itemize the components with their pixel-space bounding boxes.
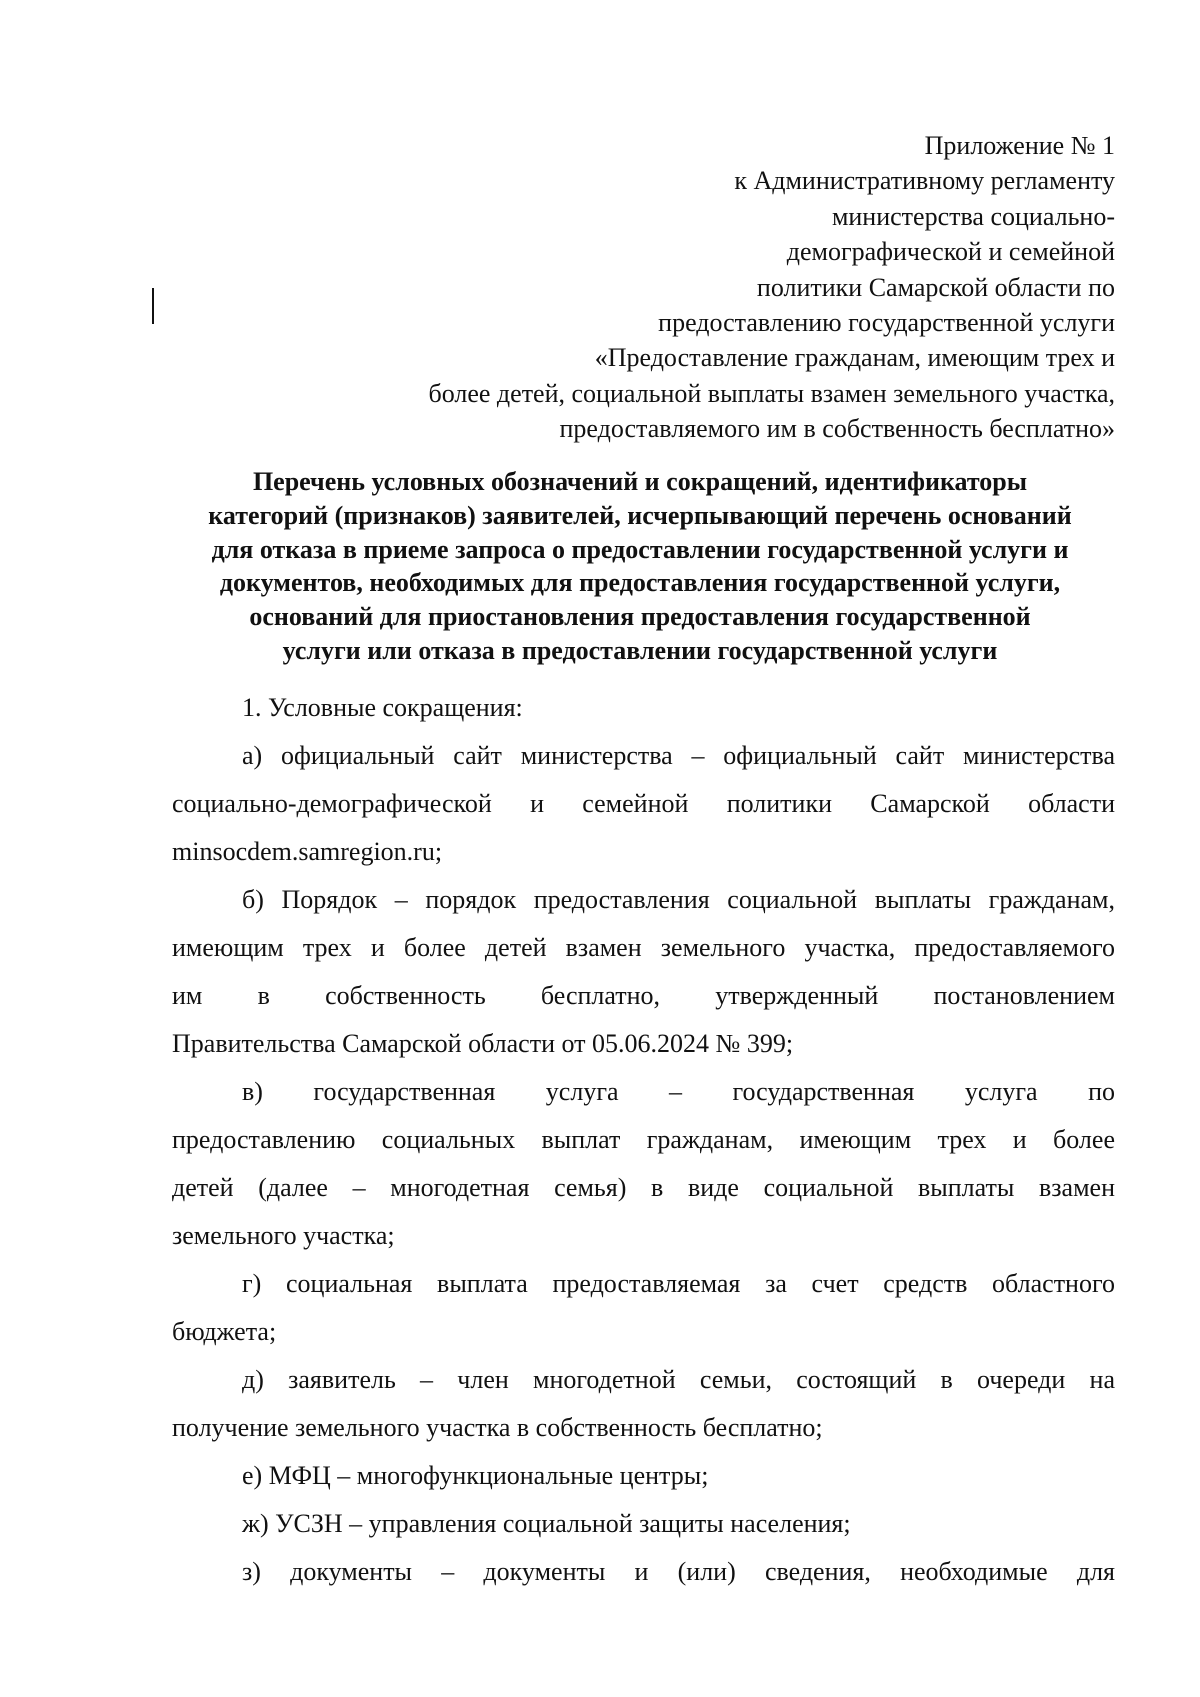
list-item-zh bbox=[172, 1500, 1115, 1548]
appendix-header-line: Приложение № 1 bbox=[924, 131, 1115, 160]
body-line: б) Порядок – порядок предоставления социальной выплаты гражданам, bbox=[242, 885, 1115, 914]
appendix-header-line: «Предоставление гражданам, имеющим трех и bbox=[594, 343, 1115, 373]
document-title bbox=[165, 465, 1115, 668]
document-title-line: документов, необходимых для предоставления государственной услуги, bbox=[219, 568, 1061, 598]
body-line: е) МФЦ – многофункциональные центры; bbox=[242, 1461, 709, 1490]
body-line: бюджета; bbox=[172, 1317, 277, 1346]
body-line: социально-демографической и семейной политики Самарской области bbox=[172, 789, 1115, 818]
appendix-header-line: предоставляемого им в собственность бесплатно» bbox=[559, 414, 1115, 444]
body-line: minsocdem.samregion.ru; bbox=[172, 837, 443, 866]
appendix-header-line: демографической и семейной bbox=[786, 237, 1115, 267]
body-line: з) документы – документы и (или) сведения, необходимые для bbox=[242, 1557, 1115, 1586]
body-line: 1. Условные сокращения: bbox=[242, 693, 523, 722]
section-heading-abbreviations bbox=[172, 684, 1115, 732]
body-line: предоставлению социальных выплат гражданам, имеющим трех и более bbox=[172, 1125, 1115, 1154]
appendix-header-line: министерства социально- bbox=[831, 201, 1115, 231]
document-title-line: для отказа в приеме запроса о предоставлении государственной услуги и bbox=[211, 534, 1069, 564]
body-line: получение земельного участка в собственность бесплатно; bbox=[172, 1413, 823, 1442]
appendix-header bbox=[215, 128, 1115, 447]
document-title-line: услуги или отказа в предоставлении государственной услуги bbox=[282, 635, 998, 665]
appendix-header-line: более детей, социальной выплаты взамен земельного участка, bbox=[428, 378, 1115, 408]
body-line: г) социальная выплата предоставляемая за счет средств областного bbox=[242, 1269, 1115, 1298]
list-item-v bbox=[172, 1068, 1115, 1260]
document-title-line: Перечень условных обозначений и сокращений, идентификаторы bbox=[252, 467, 1028, 496]
document-title-line: оснований для приостановления предоставления государственной bbox=[249, 602, 1031, 632]
body-line: имеющим трех и более детей взамен земельного участка, предоставляемого bbox=[172, 933, 1115, 962]
body-line: им в собственность бесплатно, утвержденный постановлением bbox=[172, 981, 1115, 1010]
list-item-e bbox=[172, 1452, 1115, 1500]
list-item-z bbox=[172, 1548, 1115, 1596]
revision-margin-bar bbox=[152, 288, 154, 324]
body-line: детей (далее – многодетная семья) в виде социальной выплаты взамен bbox=[172, 1173, 1115, 1202]
body-line: ж) УСЗН – управления социальной защиты населения; bbox=[242, 1509, 851, 1538]
body-line: в) государственная услуга – государственная услуга по bbox=[242, 1077, 1115, 1106]
document-body bbox=[172, 684, 1115, 1596]
body-line: а) официальный сайт министерства – официальный сайт министерства bbox=[242, 741, 1115, 770]
appendix-header-line: политики Самарской области по bbox=[756, 272, 1115, 302]
list-item-a bbox=[172, 732, 1115, 876]
list-item-d bbox=[172, 1356, 1115, 1452]
body-line: Правительства Самарской области от 05.06.2024 № 399; bbox=[172, 1029, 794, 1058]
body-line: д) заявитель – член многодетной семьи, состоящий в очереди на bbox=[242, 1365, 1115, 1394]
appendix-header-line: предоставлению государственной услуги bbox=[658, 308, 1115, 338]
list-item-b bbox=[172, 876, 1115, 1068]
list-item-g bbox=[172, 1260, 1115, 1356]
appendix-header-line: к Административному регламенту bbox=[734, 166, 1115, 196]
document-title-line: категорий (признаков) заявителей, исчерпывающий перечень оснований bbox=[208, 500, 1072, 530]
body-line: земельного участка; bbox=[172, 1221, 395, 1250]
